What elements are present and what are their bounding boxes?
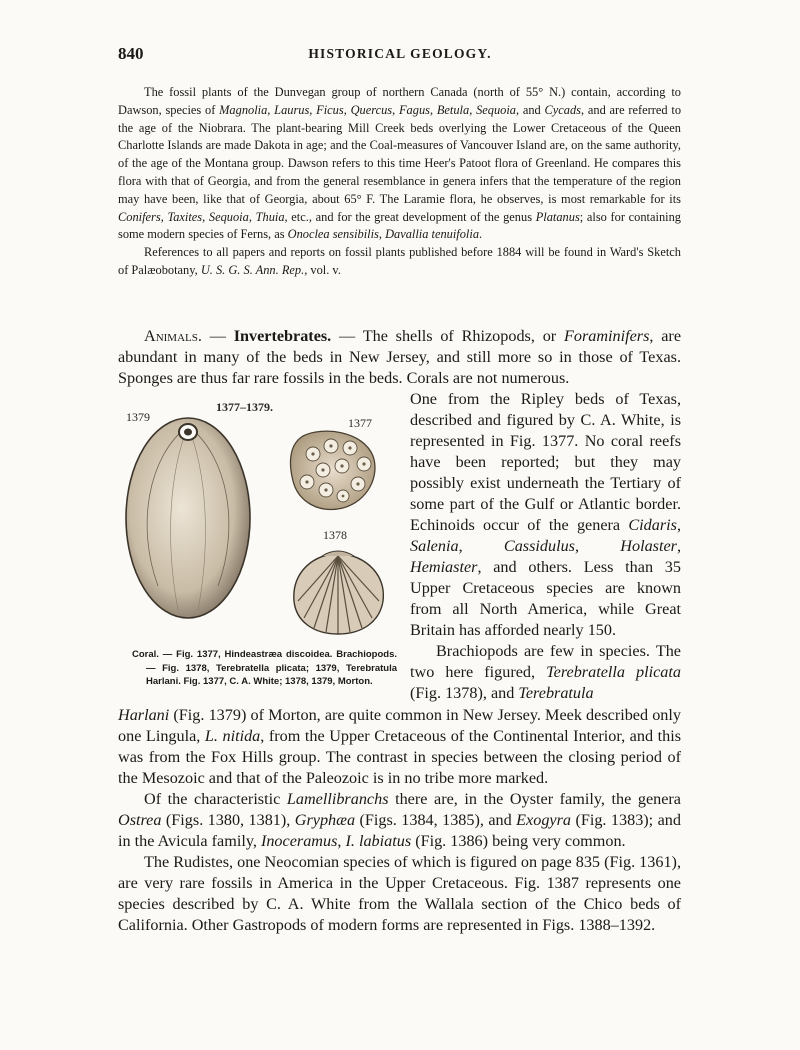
fossil-figure: [118, 396, 393, 641]
references-paragraph: References to all papers and reports on fossil plants published before 1884 will be found in Ward's Sketch of Palæobotany, U. S. G. S. Ann. Rep., vol. v.: [118, 245, 681, 277]
right-column-text: [410, 389, 681, 704]
corals-echinoids-paragraph: One from the Ripley beds of Texas, described and figured by C. A. White, is represented in Fig. 1377. No coral reefs have been reported; but they may possibly exist underneath the Tertiary of some part of the Gulf or Atlantic border. Echinoids occur of the genera Cidaris, Salenia, Cassidulus, Holaster, Hemiaster, and others. Less than 35 Upper Cretaceous species are known from all North America, while Great Britain has afforded nearly 150.: [410, 390, 681, 639]
label-1377: 1377: [348, 416, 372, 430]
terebratella-plicata-shell: [294, 551, 383, 634]
fossil-illustration: [118, 396, 393, 641]
brachiopods-paragraph: Brachiopods are few in species. The two here figured, Terebratella plicata (Fig. 1378), and Terebratula: [410, 642, 681, 702]
bottom-text: [118, 705, 681, 936]
label-figure-group: 1377–1379.: [216, 400, 273, 414]
subheading-invertebrates: Invertebrates.: [233, 327, 332, 345]
label-1378: 1378: [323, 528, 347, 542]
brachiopods-continued-paragraph: Harlani (Fig. 1379) of Morton, are quite common in New Jersey. Meek described only one Lingula, L. nitida, from the Upper Cretaceous of the Continental Interior, and this was from the Fox Hills group. The contrast in species between the closing period of the Mesozoic and that of the Paleozoic is in no tribe more marked.: [118, 706, 681, 787]
hindeastraea-coral: [290, 431, 374, 509]
label-1379: 1379: [126, 410, 150, 424]
rudistes-paragraph: The Rudistes, one Neocomian species of which is figured on page 835 (Fig. 1361), are very rare fossils in America in the Upper Cretaceous. Fig. 1387 represents one species described by C. A. White from the Wallala section of the Chico beds of California. Other Gastropods of modern forms are represented in Figs. 1388–1392.: [118, 853, 681, 934]
running-title: HISTORICAL GEOLOGY.: [308, 46, 492, 61]
fossil-plants-paragraph: The fossil plants of the Dunvegan group of northern Canada (north of 55° N.) contain, according to Dawson, species of Magnolia, Laurus, Ficus, Quercus, Fagus, Betula, Sequoia, and Cycads, and are referred to the age of the Niobrara. The plant-bearing Mill Creek beds overlying the Lower Cretaceous of the Queen Charlotte Islands are made Dakota in age; and the Coal-measures of Vancouver Island are, on the same authority, of the age of the Montana group. Dawson refers to this time Heer's Patoot flora of Greenland. He compares this flora with that of Georgia, and from the general resemblance in genera infers that the temperature of the region may have been, like that of Georgia, about 65° F. The Laramie flora, he observes, is most remarkable for its Conifers, Taxites, Sequoia, Thuia, etc., and for the great development of the genus Platanus; also for containing some modern species of Ferns, as Onoclea sensibilis, Davallia tenuifolia.: [118, 85, 682, 242]
terebratula-harlani-shell: [126, 418, 250, 618]
page-header: [0, 44, 800, 68]
figure-caption: Coral. — Fig. 1377, Hindeastræa discoidea. Brachiopods. — Fig. 1378, Terebratella plicata; 1379, Terebratula Harlani. Fig. 1377, C. A. White; 1378, 1379, Morton.: [132, 649, 397, 688]
lamellibranchs-paragraph: Of the characteristic Lamellibranchs there are, in the Oyster family, the genera Ostrea (Figs. 1380, 1381), Gryphæa (Figs. 1384, 1385), and Exogyra (Fig. 1383); and in the Avicula family, Inoceramus, I. labiatus (Fig. 1386) being very common.: [118, 790, 681, 850]
section-heading-animals: Animals.: [144, 327, 202, 345]
animals-intro: [118, 326, 681, 389]
animals-paragraph: Animals. — Invertebrates. — The shells of Rhizopods, or Foraminifers, are abundant in many of the beds in New Jersey, and still more so in those of Texas. Sponges are thus far rare fossils in the beds. Corals are not numerous.: [118, 327, 682, 387]
small-print-section: [118, 84, 681, 280]
page-number: 840: [118, 44, 144, 63]
